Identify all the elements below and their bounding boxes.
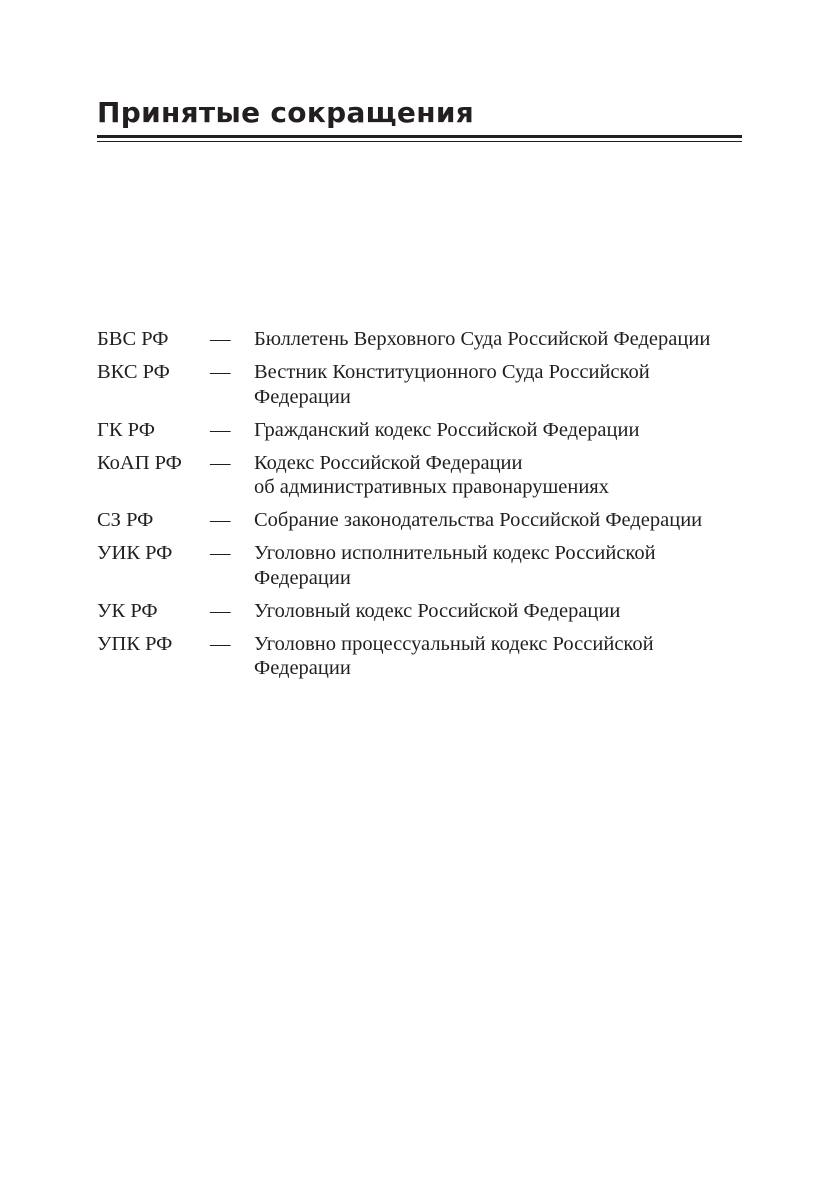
definition-line: Собрание законодательства Российской Федерации [254, 509, 703, 531]
definition-line: Вестник Конституционного Суда Российской [254, 361, 650, 383]
abbreviation-term: ВКС РФ [97, 361, 170, 383]
abbreviation-term: УИК РФ [97, 542, 173, 564]
abbreviation-definition [254, 599, 742, 624]
abbreviation-term: СЗ РФ [97, 509, 154, 531]
abbreviation-definition [254, 632, 742, 681]
definition-line: об административных правонарушениях [254, 476, 609, 498]
page-title: Принятые сокращения [97, 96, 475, 129]
abbreviation-row-upk [97, 632, 742, 681]
definition-line: Федерации [254, 566, 351, 589]
definition-line: Федерации [254, 657, 351, 679]
abbreviation-definition [254, 451, 742, 500]
abbreviation-row-gk [97, 418, 742, 443]
abbreviation-row-bvs [97, 327, 742, 352]
abbreviation-dash: — [210, 451, 231, 474]
definition-line: Бюллетень Верховного Суда Российской Федерации [254, 328, 711, 350]
abbreviation-definition [254, 508, 742, 533]
abbreviation-dash: — [210, 509, 231, 531]
abbreviation-definition [254, 541, 742, 590]
definition-line: Кодекс Российской Федерации [254, 451, 523, 474]
abbreviation-dash: — [210, 328, 231, 350]
abbreviation-term: КоАП РФ [97, 451, 182, 474]
abbreviation-term: ГК РФ [97, 418, 155, 441]
definition-line: Уголовный кодекс Российской Федерации [254, 599, 621, 622]
definition-line: Гражданский кодекс Российской Федерации [254, 418, 640, 441]
definition-line: Федерации [254, 385, 351, 408]
abbreviation-definition [254, 418, 742, 443]
abbreviation-dash: — [210, 542, 231, 564]
abbreviation-row-uik [97, 541, 742, 590]
abbreviation-term: БВС РФ [97, 328, 169, 350]
abbreviation-dash: — [210, 632, 231, 655]
abbreviation-definition [254, 327, 742, 352]
abbreviation-dash: — [210, 418, 231, 441]
abbreviation-term: УК РФ [97, 599, 158, 622]
abbreviations-list [97, 327, 742, 689]
abbreviation-definition [254, 360, 742, 409]
title-double-rule [97, 135, 742, 142]
abbreviation-row-sz [97, 508, 742, 533]
abbreviation-row-vks [97, 360, 742, 409]
abbreviation-row-uk [97, 599, 742, 624]
definition-line: Уголовно исполнительный кодекс Российской [254, 542, 656, 564]
abbreviation-row-koap [97, 451, 742, 500]
abbreviation-term: УПК РФ [97, 632, 173, 655]
abbreviation-dash: — [210, 599, 231, 622]
abbreviation-dash: — [210, 361, 231, 383]
definition-line: Уголовно процессуальный кодекс Российской [254, 632, 654, 655]
